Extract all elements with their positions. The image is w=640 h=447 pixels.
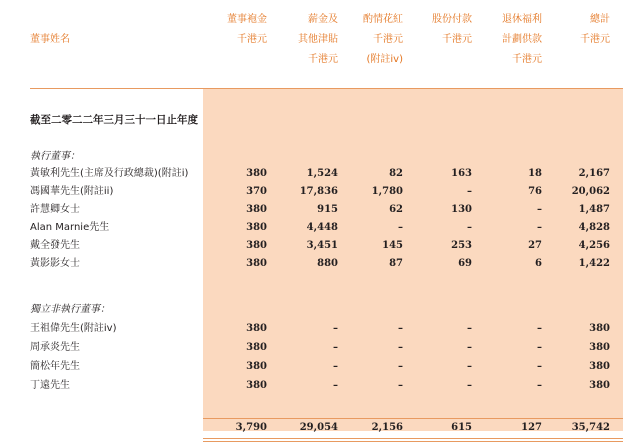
header-retirement-contributions: 退休福利 計劃供款 千港元 [502, 14, 542, 65]
cell-fees: 380 [246, 323, 267, 334]
director-name: 簡松年先生 [30, 361, 80, 372]
header-directors-fees: 董事袍金 千港元 [227, 14, 267, 45]
cell-salaries: 17,836 [299, 186, 338, 197]
cell-total: 4,256 [578, 240, 610, 251]
cell-salaries: – [333, 361, 338, 372]
cell-fees: 370 [246, 186, 267, 197]
cell-share-payments: – [467, 222, 472, 233]
director-name: 馮國華先生(附註ii) [30, 186, 114, 197]
cell-total: 380 [589, 361, 610, 372]
table-row [0, 377, 640, 395]
cell-share-payments: 69 [458, 258, 472, 269]
cell-total: 1,422 [578, 258, 610, 269]
cell-share-payments: 163 [451, 168, 472, 179]
table-row [0, 165, 640, 183]
cell-bonus: – [398, 323, 403, 334]
cell-bonus: 62 [389, 204, 403, 215]
totals-row [0, 419, 640, 437]
cell-retirement: – [537, 342, 542, 353]
cell-salaries: 880 [317, 258, 338, 269]
cell-retirement: 27 [528, 240, 542, 251]
director-name: 許慧卿女士 [30, 204, 80, 215]
group-title-independent: 獨立非執行董事： [30, 304, 110, 315]
cell-bonus: 82 [389, 168, 403, 179]
cell-share-payments: – [467, 361, 472, 372]
cell-total: 1,487 [578, 204, 610, 215]
director-name: Alan Marnie先生 [30, 222, 110, 233]
cell-salaries: – [333, 342, 338, 353]
total-double-rule-2 [203, 441, 623, 442]
header-total: 總計 千港元 [580, 14, 610, 45]
cell-total: 380 [589, 342, 610, 353]
cell-share-payments: – [467, 342, 472, 353]
cell-fees: 380 [246, 342, 267, 353]
cell-share-payments: – [467, 323, 472, 334]
cell-total: 380 [589, 323, 610, 334]
table-row [0, 237, 640, 255]
director-name: 黃影影女士 [30, 258, 80, 269]
cell-retirement: 18 [528, 168, 542, 179]
director-name: 戴全發先生 [30, 240, 80, 251]
cell-bonus: – [398, 342, 403, 353]
table-row [0, 358, 640, 376]
cell-fees: 380 [246, 240, 267, 251]
header-share-payments: 股份付款 千港元 [432, 14, 472, 45]
cell-fees: 380 [246, 222, 267, 233]
cell-salaries: 3,451 [306, 240, 338, 251]
header-director-name: 董事姓名 [30, 34, 70, 45]
cell-share-payments: 130 [451, 204, 472, 215]
total-retirement: 127 [521, 422, 542, 433]
period-label: 截至二零二二年三月三十一日止年度 [30, 114, 198, 126]
cell-bonus: – [398, 380, 403, 391]
cell-retirement: – [537, 323, 542, 334]
cell-fees: 380 [246, 380, 267, 391]
cell-salaries: 4,448 [306, 222, 338, 233]
table-row [0, 201, 640, 219]
total-fees: 3,790 [235, 422, 267, 433]
group-title-executive: 執行董事： [30, 151, 80, 162]
cell-share-payments: – [467, 186, 472, 197]
cell-fees: 380 [246, 258, 267, 269]
header-discretionary-bonus: 酌情花紅 千港元 (附註iv) [363, 14, 403, 65]
cell-bonus: 145 [382, 240, 403, 251]
cell-salaries: – [333, 380, 338, 391]
cell-retirement: – [537, 380, 542, 391]
cell-share-payments: 253 [451, 240, 472, 251]
cell-salaries: 1,524 [306, 168, 338, 179]
table-row [0, 320, 640, 338]
table-row [0, 219, 640, 237]
total-bonus: 2,156 [371, 422, 403, 433]
cell-share-payments: – [467, 380, 472, 391]
table-row [0, 339, 640, 357]
cell-bonus: 87 [389, 258, 403, 269]
table-row [0, 183, 640, 201]
cell-retirement: – [537, 204, 542, 215]
cell-retirement: 76 [528, 186, 542, 197]
cell-fees: 380 [246, 168, 267, 179]
cell-bonus: – [398, 222, 403, 233]
director-name: 黃敏利先生(主席及行政總裁)(附註i) [30, 168, 189, 179]
header-salaries-allowances: 薪金及 其他津貼 千港元 [298, 14, 338, 65]
cell-total: 4,828 [578, 222, 610, 233]
total-share-payments: 615 [451, 422, 472, 433]
cell-bonus: – [398, 361, 403, 372]
director-name: 周承炎先生 [30, 342, 80, 353]
cell-total: 380 [589, 380, 610, 391]
header-rule [30, 88, 623, 89]
grand-total: 35,742 [571, 422, 610, 433]
total-double-rule-1 [203, 438, 623, 439]
cell-salaries: – [333, 323, 338, 334]
cell-retirement: – [537, 361, 542, 372]
cell-bonus: 1,780 [371, 186, 403, 197]
cell-salaries: 915 [317, 204, 338, 215]
cell-total: 2,167 [578, 168, 610, 179]
cell-fees: 380 [246, 204, 267, 215]
director-name: 丁遠先生 [30, 380, 70, 391]
cell-retirement: 6 [535, 258, 542, 269]
cell-total: 20,062 [571, 186, 610, 197]
table-row [0, 255, 640, 273]
total-salaries: 29,054 [299, 422, 338, 433]
director-name: 王祖偉先生(附註iv) [30, 323, 117, 334]
cell-fees: 380 [246, 361, 267, 372]
cell-retirement: – [537, 222, 542, 233]
